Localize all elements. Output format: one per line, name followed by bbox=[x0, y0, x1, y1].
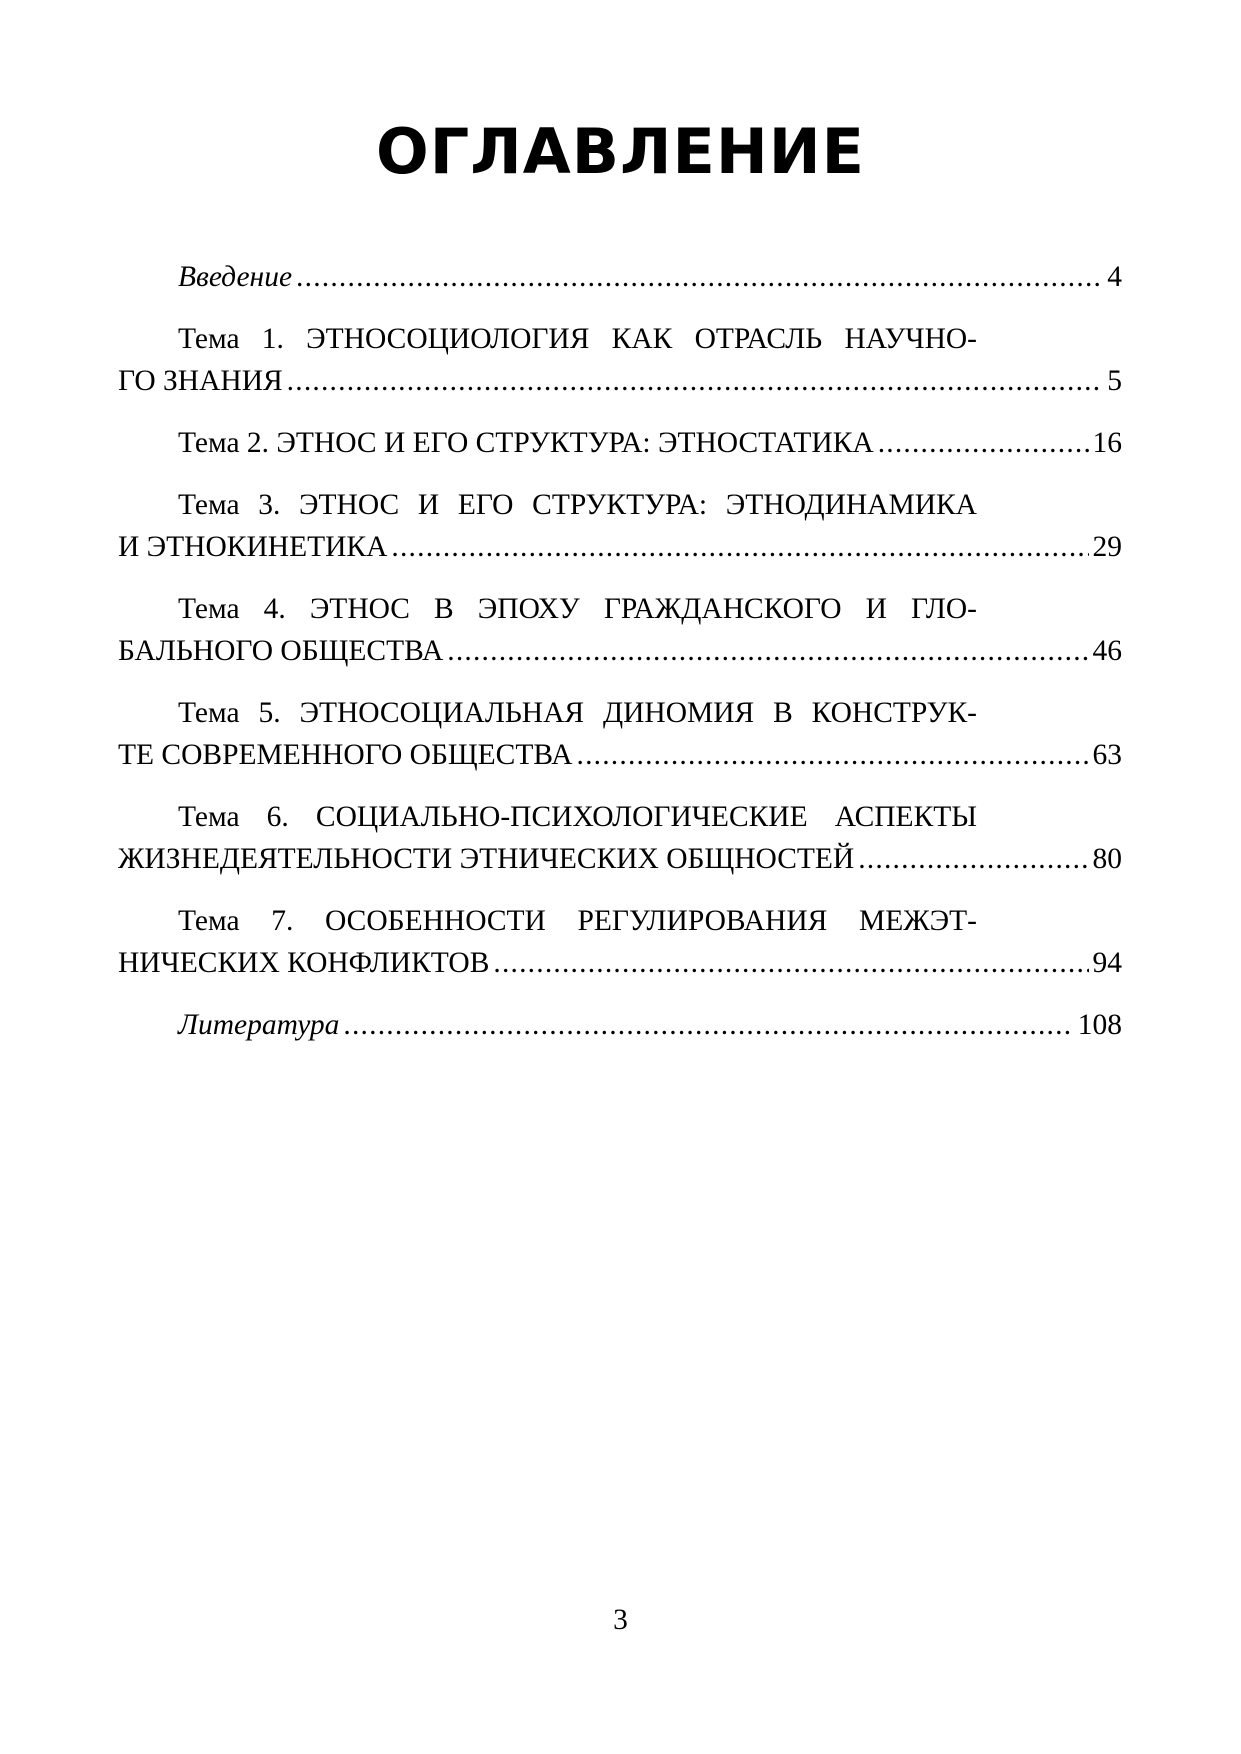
toc-entry-title-line2: ТЕ СОВРЕМЕННОГО ОБЩЕСТВА bbox=[118, 739, 573, 771]
toc-entry-topic-7[interactable] bbox=[118, 900, 1122, 984]
table-of-contents bbox=[118, 256, 1122, 1066]
toc-page-number: 108 bbox=[1077, 1009, 1122, 1041]
toc-page-number: 29 bbox=[1092, 531, 1122, 563]
toc-entry-title-line2: ГО ЗНАНИЯ bbox=[118, 365, 283, 397]
dot-leader bbox=[493, 942, 1088, 984]
toc-entry-introduction[interactable] bbox=[118, 256, 1122, 298]
toc-entry-references[interactable] bbox=[118, 1004, 1122, 1046]
toc-entry-title-line2: И ЭТНОКИНЕТИКА bbox=[118, 531, 388, 563]
toc-entry-title: Введение bbox=[178, 261, 293, 293]
dot-leader bbox=[878, 422, 1089, 464]
dot-leader bbox=[287, 360, 1104, 402]
toc-page-number: 4 bbox=[1107, 261, 1122, 293]
toc-page-number: 16 bbox=[1092, 427, 1122, 459]
toc-entry-title-line1: Тема 4. ЭТНОС В ЭПОХУ ГРАЖДАНСКОГО И ГЛО- bbox=[178, 593, 977, 625]
toc-entry-title-line1: Тема 6. СОЦИАЛЬНО-ПСИХОЛОГИЧЕСКИЕ АСПЕКТЫ bbox=[178, 801, 977, 833]
toc-page-number: 46 bbox=[1092, 635, 1122, 667]
toc-entry-title: Литература bbox=[178, 1009, 340, 1041]
dot-leader bbox=[858, 838, 1088, 880]
dot-leader bbox=[447, 630, 1088, 672]
toc-entry-title: Тема 2. ЭТНОС И ЕГО СТРУКТУРА: ЭТНОСТАТИКА bbox=[178, 427, 874, 459]
dot-leader bbox=[343, 1004, 1073, 1046]
toc-page-number: 5 bbox=[1107, 365, 1122, 397]
toc-entry-topic-2[interactable] bbox=[118, 422, 1122, 464]
page-title: ОГЛАВЛЕНИЕ bbox=[376, 115, 865, 188]
toc-page-number: 94 bbox=[1092, 947, 1122, 979]
toc-entry-title-line2: ЖИЗНЕДЕЯТЕЛЬНОСТИ ЭТНИЧЕСКИХ ОБЩНОСТЕЙ bbox=[118, 843, 855, 875]
toc-entry-topic-3[interactable] bbox=[118, 484, 1122, 568]
toc-entry-topic-5[interactable] bbox=[118, 692, 1122, 776]
toc-entry-topic-6[interactable] bbox=[118, 796, 1122, 880]
toc-entry-title-line1: Тема 3. ЭТНОС И ЕГО СТРУКТУРА: ЭТНОДИНАМИКА bbox=[178, 489, 977, 521]
dot-leader bbox=[391, 526, 1088, 568]
toc-entry-title-line2: НИЧЕСКИХ КОНФЛИКТОВ bbox=[118, 947, 490, 979]
dot-leader bbox=[577, 734, 1089, 776]
page-number: 3 bbox=[613, 1604, 628, 1636]
dot-leader bbox=[296, 256, 1103, 298]
toc-page-number: 80 bbox=[1092, 843, 1122, 875]
toc-entry-topic-4[interactable] bbox=[118, 588, 1122, 672]
toc-entry-title-line1: Тема 5. ЭТНОСОЦИАЛЬНАЯ ДИНОМИЯ В КОНСТРУК- bbox=[178, 697, 977, 729]
toc-page-number: 63 bbox=[1092, 739, 1122, 771]
toc-entry-title-line2: БАЛЬНОГО ОБЩЕСТВА bbox=[118, 635, 444, 667]
toc-entry-title-line1: Тема 7. ОСОБЕННОСТИ РЕГУЛИРОВАНИЯ МЕЖЭТ- bbox=[178, 905, 977, 937]
toc-entry-title-line1: Тема 1. ЭТНОСОЦИОЛОГИЯ КАК ОТРАСЛЬ НАУЧНО- bbox=[178, 323, 977, 355]
toc-entry-topic-1[interactable] bbox=[118, 318, 1122, 402]
